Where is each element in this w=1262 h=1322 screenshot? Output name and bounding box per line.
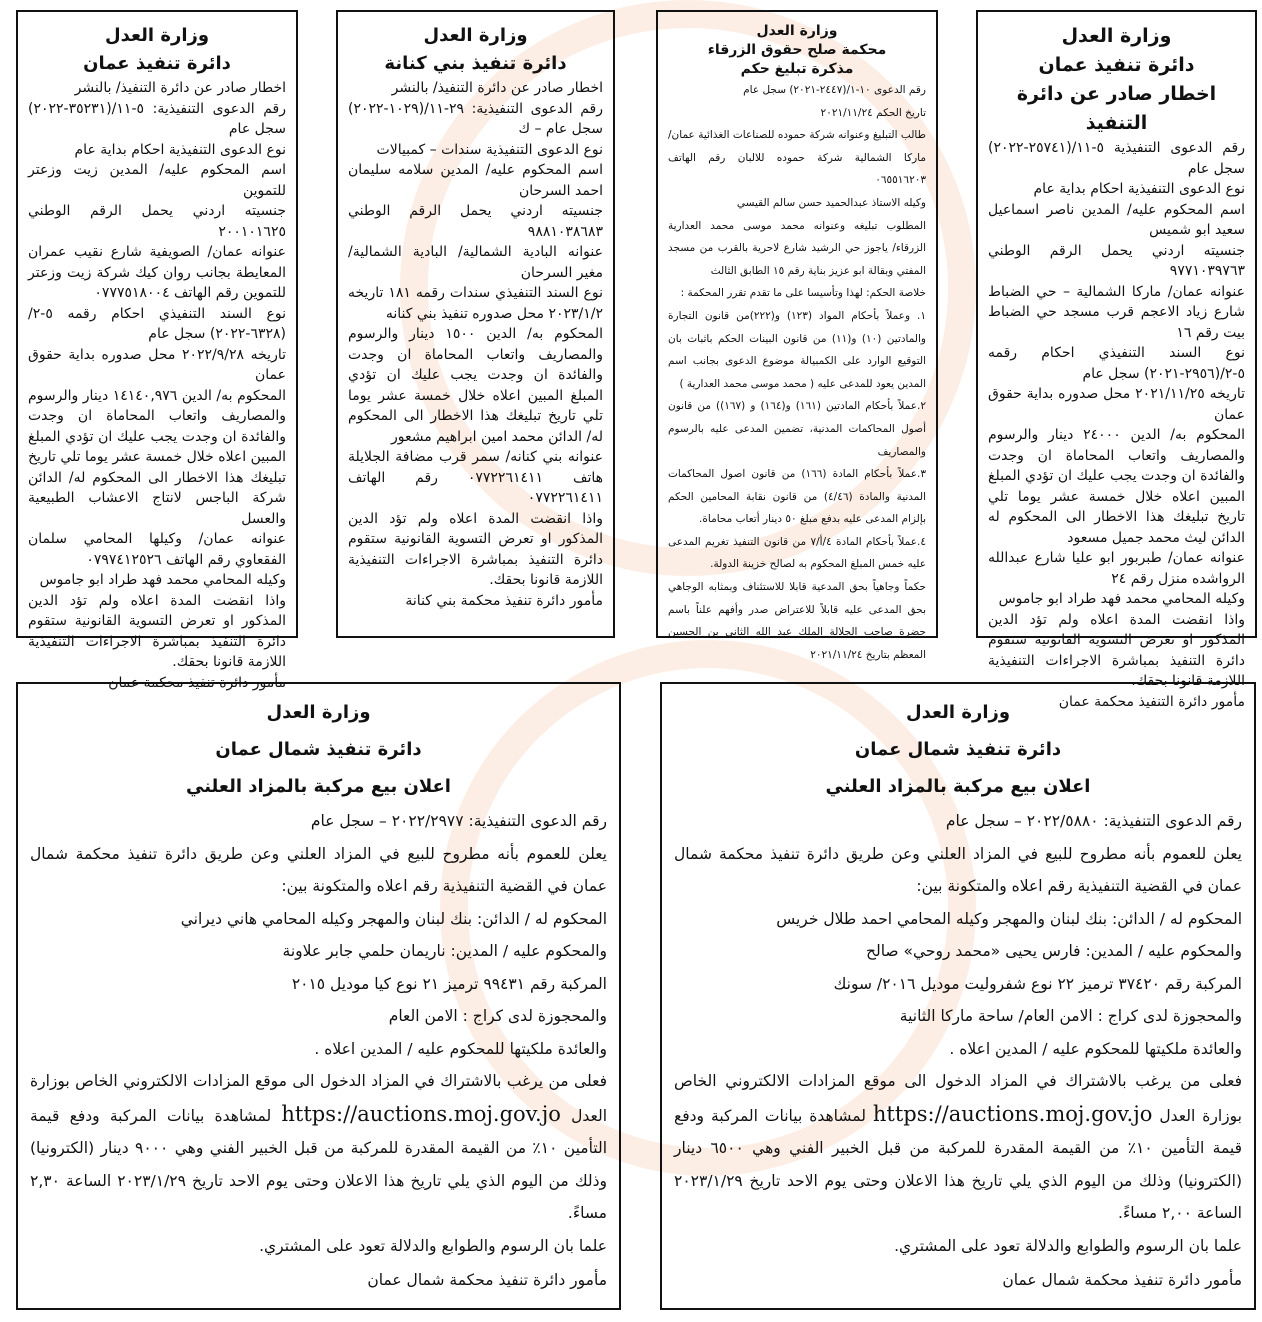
notice-line (30, 935, 607, 968)
notice-text: وكيله المحامي محمد فهد طراد ابو جاموس (998, 591, 1245, 607)
notice-title: دائرة تنفيذ شمال عمان (854, 739, 1062, 760)
notice-text: والمحجوزة لدى كراج : الامن العام (388, 1007, 607, 1025)
notice-line (28, 570, 286, 591)
notice-title: وزارة العدل (756, 23, 838, 39)
notice-text: فعلى من يرغب بالاشتراك في المزاد الدخول الى موقع المزادات الالكتروني الخاص بوزارة العدل (30, 1072, 607, 1125)
notice-title: وزارة العدل (905, 702, 1011, 723)
notice-amman-execution-2 (16, 10, 298, 691)
notice-text: والمحجوزة لدى كراج : الامن العام/ ساحة ماركا الثانية (899, 1007, 1242, 1025)
notice-line (348, 324, 603, 447)
notice-text: واذا انقضت المدة اعلاه ولم تؤد الدين المذكور او تعرض التسوية القانونية ستقوم دائرة التنفيذ بمباشرة الاجراءات التنفيذية اللازمة قانونا بحقك. (348, 510, 603, 588)
notice-text: جنسيته اردني يحمل الرقم الوطني ٩٨٨١٠٣٨٦٨٣ (348, 203, 603, 240)
notice-line (28, 304, 286, 345)
notice-text: فعلى من يرغب بالاشتراك في المزاد الدخول الى موقع المزادات الالكتروني الخاص بوزارة العدل (674, 1072, 1242, 1125)
notice-line (668, 102, 926, 125)
notice-vehicle-auction-1 (660, 682, 1256, 1310)
notice-line (348, 160, 603, 201)
notice-text: نوع الدعوى التنفيذية سندات – كمبيالات (376, 141, 603, 158)
notice-text: المركبة رقم ٩٩٤٣١ ترميز ٢١ نوع كيا موديل ٢٠١٥ (291, 974, 607, 993)
notice-line (348, 78, 603, 99)
notice-line (674, 1000, 1242, 1033)
notice-title: مذكرة تبليغ حكم (740, 61, 854, 77)
notice-text: اخطار صادر عن دائرة التنفيذ/ بالنشر (391, 80, 603, 96)
notice-line (988, 610, 1245, 692)
notice-text: نوع الدعوى التنفيذية احكام بداية عام (1033, 181, 1245, 197)
notice-line (30, 1065, 607, 1230)
notice-text: والمحكوم عليه / المدين: ناريمان حلمي جابر علاونة (282, 942, 607, 960)
notice-line (28, 529, 286, 570)
notice-line (668, 395, 926, 463)
notice-text: ٢.عملاً بأحكام المادتين (١٦١) و(١٦٤) و (١٦٧)) من قانون أصول المحاكمات المدنية، تضمين المدعى عليه بالرسوم والمصاريف (668, 400, 926, 458)
notice-line (348, 447, 603, 509)
notice-text: عنوانه بني كنانه/ سمر قرب مضافة الجلايلة هاتف ٠٧٧٢٢٦١٤١١ رقم الهاتف ٠٧٧٢٢٦١٤١١ (348, 449, 603, 506)
notice-text: جنسيته اردني يحمل الرقم الوطني ٢٠٠١٠١٦٢٥ (28, 203, 286, 240)
notice-line (988, 138, 1245, 179)
notice-line (28, 201, 286, 242)
notice-title: دائرة تنفيذ بني كنانة (384, 53, 567, 74)
notice-line (30, 838, 607, 903)
notice-line (674, 935, 1242, 968)
notice-line (348, 283, 603, 324)
notice-text: المحكوم له / الدائن: بنك لبنان والمهجر وكيله المحامي احمد طلال خريس (776, 909, 1242, 928)
notice-text: مأمور دائرة تنفيذ محكمة عمان (108, 674, 286, 691)
notice-line (674, 1230, 1242, 1263)
notice-text: واذا انقضت المدة اعلاه ولم تؤد الدين المذكور او تعرض التسوية القانونية ستقوم دائرة التنفيذ بمباشرة الاجراءات التنفيذية اللازمة قانونا بحقك. (28, 592, 286, 670)
notice-text: والعائدة ملكيتها للمحكوم عليه / المدين اعلاه . (949, 1039, 1242, 1058)
notice-line (674, 1033, 1242, 1066)
notice-line (28, 242, 286, 304)
notice-line (674, 968, 1242, 1001)
auction-site-link[interactable]: https://auctions.moj.gov.jo (872, 1101, 1153, 1126)
notice-line (348, 242, 603, 283)
notice-line (28, 140, 286, 161)
notice-text: عنوانه عمان/ وكيلها المحامي سلمان الفقعاوي رقم الهاتف ٠٧٩٧٤١٢٥٢٦ (28, 531, 286, 568)
notice-signature (674, 1264, 1242, 1297)
notice-line (28, 160, 286, 201)
notice-text: علما بان الرسوم والطوابع والدلالة تعود على المشتري. (259, 1236, 607, 1255)
notice-text: المحكوم به/ الدين ١٤١٤٠,٩٧٦ دينار والرسوم والمصاريف واتعاب المحاماة ان وجدت والفائدة ان وجدت يجب عليك ان تؤدي المبلغ المبين اعلاه خلال خمسة عشر يوما تلي تاريخ تبليغك هذا الاخطار الى المحكوم له/ الدائن شركة الباجس لانتاج الاعشاب الطبيعية والعسل (28, 387, 286, 527)
notice-line (988, 241, 1245, 282)
notice-text: اسم المحكوم عليه/ المدين سلامه سليمان احمد السرحان (348, 162, 603, 199)
notice-line (348, 201, 603, 242)
notice-line (30, 1000, 607, 1033)
notice-text: رقم الدعوى التنفيذية: ٥-١١/(٣٥٢٣١-٢٠٢٢) سجل عام (28, 100, 286, 137)
notice-text: نوع السند التنفيذي احكام رقمه ٥-٢/(٢٩٥٦-٢٠٢١) سجل عام (988, 345, 1245, 382)
notice-text: عنوانه البادية الشمالية/ البادية الشمالية/ مغير السرحان (348, 244, 603, 281)
notice-line (668, 282, 926, 305)
notice-line (674, 903, 1242, 936)
notice-text: نوع الدعوى التنفيذية احكام بداية عام (74, 141, 286, 158)
notice-title: دائرة تنفيذ شمال عمان (215, 739, 422, 760)
notice-line (30, 805, 607, 838)
notice-text: وكيله المحامي محمد فهد طراد ابو جاموس (39, 572, 286, 588)
notice-title: محكمة صلح حقوق الزرقاء (707, 42, 887, 58)
notice-title: وزارة العدل (266, 702, 371, 723)
notice-text: مأمور دائرة التنفيذ محكمة عمان (1058, 693, 1245, 710)
notice-line (668, 305, 926, 395)
notice-line (674, 838, 1242, 903)
notice-text: خلاصة الحكم: لهذا وتأسيسا على ما تقدم تقرر المحكمة : (680, 287, 926, 300)
notice-line (668, 124, 926, 192)
notice-text: لمشاهدة بيانات المركبة ودفع قيمة التأمين ١٠٪ من القيمة المقدرة للمركبة من قبل الخبير الفني وهي ٩٠٠٠ دينار (الكترونيا) وذلك من اليوم الذي يلي تاريخ هذا الاعلان وحتى يوم الاحد تاريخ ٢٠٢٣/١/٢٩ الساعة ٢,٣٠ مساءً. (30, 1106, 608, 1222)
notice-text: عنوانه عمان/ ماركا الشمالية – حي الضباط شارع زياد الاعجم قرب مسجد حي الضباط بيت رقم ١٦ (988, 283, 1245, 341)
notice-title: اعلان بيع مركبة بالمزاد العلني (186, 776, 451, 797)
notice-line (30, 903, 607, 936)
notice-line (348, 99, 603, 140)
notice-line (30, 1230, 607, 1263)
notice-line (988, 589, 1245, 610)
notice-line (988, 384, 1245, 425)
notice-title: دائرة تنفيذ عمان (83, 53, 231, 74)
notice-text: تاريخ الحكم ٢٠٢١/١١/٢٤ (820, 106, 926, 119)
notice-bani-kinana-execution (336, 10, 615, 638)
notice-text: تاريخه ٢٠٢١/١١/٢٥ محل صدوره بداية حقوق عمان (988, 386, 1245, 423)
notice-amman-execution-1 (976, 10, 1257, 710)
notice-text: والمحكوم عليه / المدين: فارس يحيى «محمد روحي» صالح (865, 942, 1242, 960)
notice-line (668, 192, 926, 215)
notice-line (988, 282, 1245, 344)
notice-text: رقم الدعوى ١٠-١/(٢٤٤٧-٢٠٢١) سجل عام (743, 84, 926, 96)
notice-zarqa-court-judgment (656, 10, 938, 661)
notice-text: نوع السند التنفيذي احكام رقمه ٥-٢/ (٦٣٢٨-٢٠٢٢) سجل عام (28, 305, 286, 342)
notice-text: جنسيته اردني يحمل الرقم الوطني ٩٧٧١٠٣٩٧٦٣ (988, 242, 1245, 279)
notice-text: المركبة رقم ٣٧٤٢٠ ترميز ٢٢ نوع شفروليت موديل ٢٠١٦/ سونك (833, 974, 1242, 993)
notice-text: رقم الدعوى التنفيذية: ٢٠٢٢/٢٩٧٧ – سجل عام (310, 812, 607, 830)
notice-line (988, 343, 1245, 384)
notice-line (28, 591, 286, 673)
auction-site-link[interactable]: https://auctions.moj.gov.jo (281, 1101, 561, 1126)
notice-text: وكيله الاستاذ عبدالحميد حسن سالم القيسي (736, 196, 926, 209)
notice-text: واذا انقضت المدة اعلاه ولم تؤد الدين المذكور او تعرض التسوية القانونية ستقوم دائرة التنفيذ بمباشرة الاجراءات التنفيذية اللازمة قانونا بحقك. (988, 611, 1245, 689)
notice-text: مأمور دائرة تنفيذ محكمة شمال عمان (367, 1271, 607, 1289)
notice-text: تاريخه ٢٠٢٢/٩/٢٨ محل صدوره بداية حقوق عمان (28, 346, 286, 383)
notice-text: مأمور دائرة تنفيذ محكمة بني كنانة (405, 592, 603, 609)
notice-line (668, 215, 926, 283)
notice-line (988, 200, 1245, 241)
notice-title: وزارة العدل (104, 25, 210, 46)
notice-text: عنوانه عمان/ الصويفية شارع نقيب عمران المعايطة بجانب روان كيك شركة زيت وزعتر للتموين رقم الهاتف ٠٧٧٧٥١٨٠٠٤ (28, 244, 286, 301)
notice-text: يعلن للعموم بأنه مطروح للبيع في المزاد العلني وعن طريق دائرة تنفيذ محكمة شمال عمان في القضية التنفيذية رقم اعلاه والمتكونة بين: (674, 844, 1242, 895)
notice-line (28, 78, 286, 99)
notice-text: والعائدة ملكيتها للمحكوم عليه / المدين اعلاه . (314, 1039, 607, 1058)
notice-line (28, 345, 286, 386)
notice-text: اسم المحكوم عليه/ المدين ناصر اسماعيل سعيد ابو شميس (988, 201, 1245, 238)
notice-text: المحكوم له / الدائن: بنك لبنان والمهجر وكيله المحامي هاني ديراني (180, 909, 607, 928)
notice-text: رقم الدعوى التنفيذية: ٢٩-١١/(١٠٢٩-٢٠٢٢) سجل عام – ك (348, 100, 603, 137)
notice-line (988, 548, 1245, 589)
notice-line (28, 386, 286, 530)
notice-text: عنوانه عمان/ طبربور ابو عليا شارع عبدالله الرواشده منزل رقم ٢٤ (988, 550, 1245, 587)
notice-text: علما بان الرسوم والطوابع والدلالة تعود على المشتري. (894, 1236, 1242, 1255)
notice-line (674, 1065, 1242, 1230)
notice-text: لمشاهدة بيانات المركبة ودفع قيمة التأمين ١٠٪ من القيمة المقدرة للمركبة من قبل الخبير الفني وهي ٦٥٠٠ دينار (الكترونيا) وذلك من اليوم الذي يلي تاريخ هذا الاعلان وحتى يوم الاحد تاريخ ٢٠٢٣/١/٢٩ الساعة ٢,٠٠ مساءً. (674, 1106, 1243, 1222)
notice-text: رقم الدعوى التنفيذية ٥-١١/(٢٥٧٤١-٢٠٢٢) سجل عام (988, 140, 1245, 177)
notice-line (668, 463, 926, 531)
notice-text: المطلوب تبليغه وعنوانه محمد موسى محمد العدارية الزرقاء/ ياجوز حي الرشيد شارع لاحرية بالقرب من مسجد المفتي وبقالة ابو عزيز بناية رقم ١٥ الطابق الثالث (668, 219, 926, 277)
notice-text: نوع السند التنفيذي سندات رقمه ١٨١ تاريخه ٢٠٢٣/١/٢ محل صدوره تنفيذ بني كنانه (348, 285, 603, 322)
notice-line (348, 509, 603, 591)
notice-title: وزارة العدل (423, 25, 528, 46)
notice-line (674, 805, 1242, 838)
notice-text: ١. وعملاً بأحكام المواد (١٢٣) و(٢٢٢)من قانون التجارة والمادتين (١٠) و(١١) من قانون البينات الحكم باثبات بان التوقيع الوارد على الكمبيالة موضوع الدعوى بجانب اسم المدين يعود للمدعى عليه ( محمد موسى محمد العدارية ) (668, 309, 926, 390)
notice-line (988, 425, 1245, 548)
notice-text: يعلن للعموم بأنه مطروح للبيع في المزاد العلني وعن طريق دائرة تنفيذ محكمة شمال عمان في القضية التنفيذية رقم اعلاه والمتكونة بين: (30, 844, 607, 895)
notice-vehicle-auction-2 (16, 682, 621, 1310)
notice-line (668, 79, 926, 102)
notice-text: مأمور دائرة تنفيذ محكمة شمال عمان (1002, 1271, 1242, 1289)
notice-text: حكماً وجاهياً بحق المدعية قابلا للاستئناف وبمثابه الوجاهي بحق المدعى عليه قابلاً للاعتراض صدر وأفهم علناً باسم حضرة صاحب الجلالة الملك عبد الله الثاني بن الحسين المعظم بتاريخ ٢٠٢١/١١/٢٤ (668, 581, 926, 661)
notice-text: اسم المحكوم عليه/ المدين زيت وزعتر للتموين (28, 162, 286, 199)
notice-line (668, 531, 926, 576)
notice-line (988, 179, 1245, 200)
notice-title: اخطار صادر عن دائرة التنفيذ (1016, 83, 1217, 134)
notice-line (30, 1033, 607, 1066)
notice-line (30, 968, 607, 1001)
notice-text: ٣.عملاً بأحكام المادة (١٦٦) من قانون اصول المحاكمات المدنية والمادة (٤/٤٦) من قانون نقابة المحامين الحكم بإلزام المدعى عليه بدفع مبلغ ٥٠ دينار أتعاب محاماة. (668, 468, 926, 526)
notice-signature (30, 1264, 607, 1297)
notice-title: وزارة العدل (1061, 25, 1172, 47)
notice-text: المحكوم به/ الدين ٢٤٠٠٠ دينار والرسوم والمصاريف واتعاب المحاماة ان وجدت والفائدة ان وجدت يجب عليك ان تؤدي المبلغ المبين اعلاه خلال خمسة عشر يوما تلي تاريخ تبليغك هذا الاخطار الى المحكوم له الدائن ليث محمد جميل مسعود (988, 427, 1245, 546)
notice-text: اخطار صادر عن دائرة التنفيذ/ بالنشر (74, 80, 286, 96)
notice-text: رقم الدعوى التنفيذية: ٢٠٢٢/٥٨٨٠ – سجل عام (945, 812, 1242, 830)
notice-line (28, 99, 286, 140)
notice-title: اعلان بيع مركبة بالمزاد العلني (825, 776, 1091, 797)
notice-text: طالب التبليغ وعنوانه شركة حموده للصناعات الغذائية عمان/ ماركا الشمالية شركة حموده للالبان رقم الهاتف ٠٦٥٥١٦٢٠٣ (668, 129, 926, 187)
notice-text: ٤.عملاً بأحكام المادة ٤/أ/٧ من قانون التنفيذ تغريم المدعى عليه خمس المبلغ المحكوم به لصالح خزينة الدولة. (668, 535, 926, 571)
notice-signature (348, 591, 603, 612)
notice-title: دائرة تنفيذ عمان (1038, 54, 1195, 76)
notice-line (348, 140, 603, 161)
notice-text: المحكوم به/ الدين ١٥٠٠ دينار والرسوم والمصاريف واتعاب المحاماة ان وجدت والفائدة ان وجدت يجب عليك ان تؤدي المبلغ المبين اعلاه خلال خمسة عشر يوما تلي تاريخ تبليغك هذا الاخطار الى المحكوم له/ الدائن محمد امين ابراهيم مشعور (348, 326, 603, 445)
notice-signature (668, 576, 926, 666)
